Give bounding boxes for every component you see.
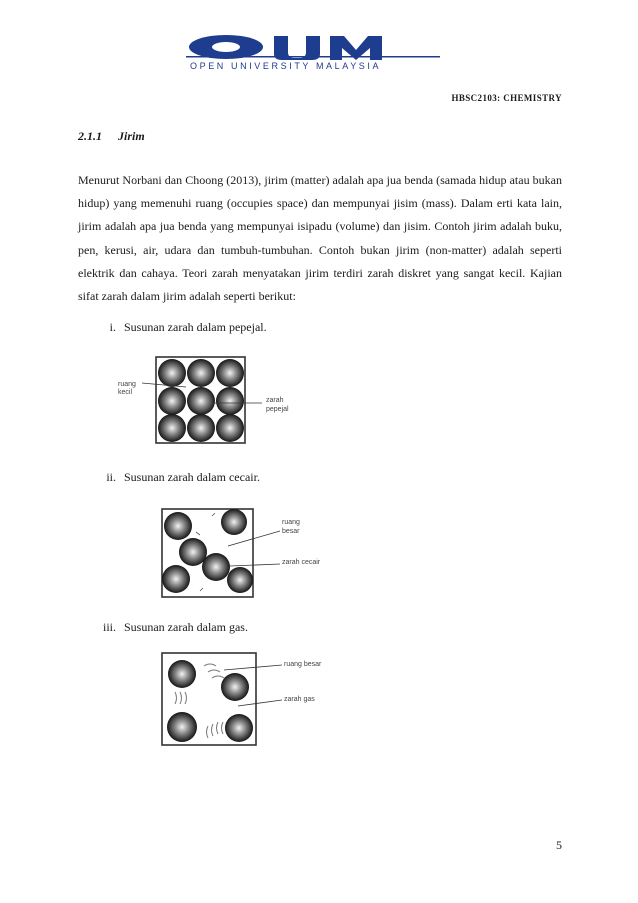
figure-label: pepejal bbox=[266, 406, 289, 413]
list-numeral: i. bbox=[109, 320, 116, 334]
liquid-particles-figure bbox=[160, 508, 360, 607]
section-number: 2.1.1 bbox=[78, 129, 102, 143]
list-item bbox=[78, 620, 248, 635]
section-heading bbox=[78, 129, 145, 144]
section-title: Jirim bbox=[118, 129, 145, 143]
list-numeral: iii. bbox=[102, 620, 116, 634]
list-item bbox=[78, 470, 260, 485]
figure-label: kecil bbox=[118, 389, 133, 396]
page-number: 5 bbox=[556, 838, 562, 852]
list-text: Susunan zarah dalam gas. bbox=[124, 620, 248, 634]
list-item bbox=[78, 320, 267, 335]
figure-label: ruang besar bbox=[284, 661, 322, 668]
figure-label: zarah bbox=[266, 397, 284, 404]
course-code: HBSC2103: CHEMISTRY bbox=[451, 93, 562, 103]
body-paragraph: Menurut Norbani dan Choong (2013), jirim (matter) adalah apa jua benda (samada hidup atau bukan hidup) yang memenuhi ruang (occupies space) dan mempunyai jisim (mass). Dalam erti kata lain, jirim adalah apa jua benda yang mempunyai isipadu (volume) dan jisim. Contoh jirim adalah buku, pen, kerusi, air, udara dan tumbuh-tumbuhan. Contoh bukan jirim (non-matter) adalah seperti elektrik dan cahaya. Teori zarah menyatakan jirim terdiri zarah diskret yang sangat kecil. Kajian sifat zarah dalam jirim adalah seperti berikut: bbox=[78, 173, 562, 304]
figure-label: besar bbox=[282, 528, 300, 535]
logo-subtext: OPEN UNIVERSITY MALAYSIA bbox=[190, 61, 382, 71]
figure-label: zarah cecair bbox=[282, 559, 321, 566]
gas-particles-figure bbox=[160, 652, 360, 755]
figure-label: ruang bbox=[118, 381, 136, 388]
list-numeral: ii. bbox=[106, 470, 116, 484]
list-text: Susunan zarah dalam pepejal. bbox=[124, 320, 267, 334]
figure-label: ruang bbox=[282, 519, 300, 526]
solid-particles-figure bbox=[110, 356, 320, 451]
list-text: Susunan zarah dalam cecair. bbox=[124, 470, 260, 484]
figure-label: zarah gas bbox=[284, 696, 315, 703]
